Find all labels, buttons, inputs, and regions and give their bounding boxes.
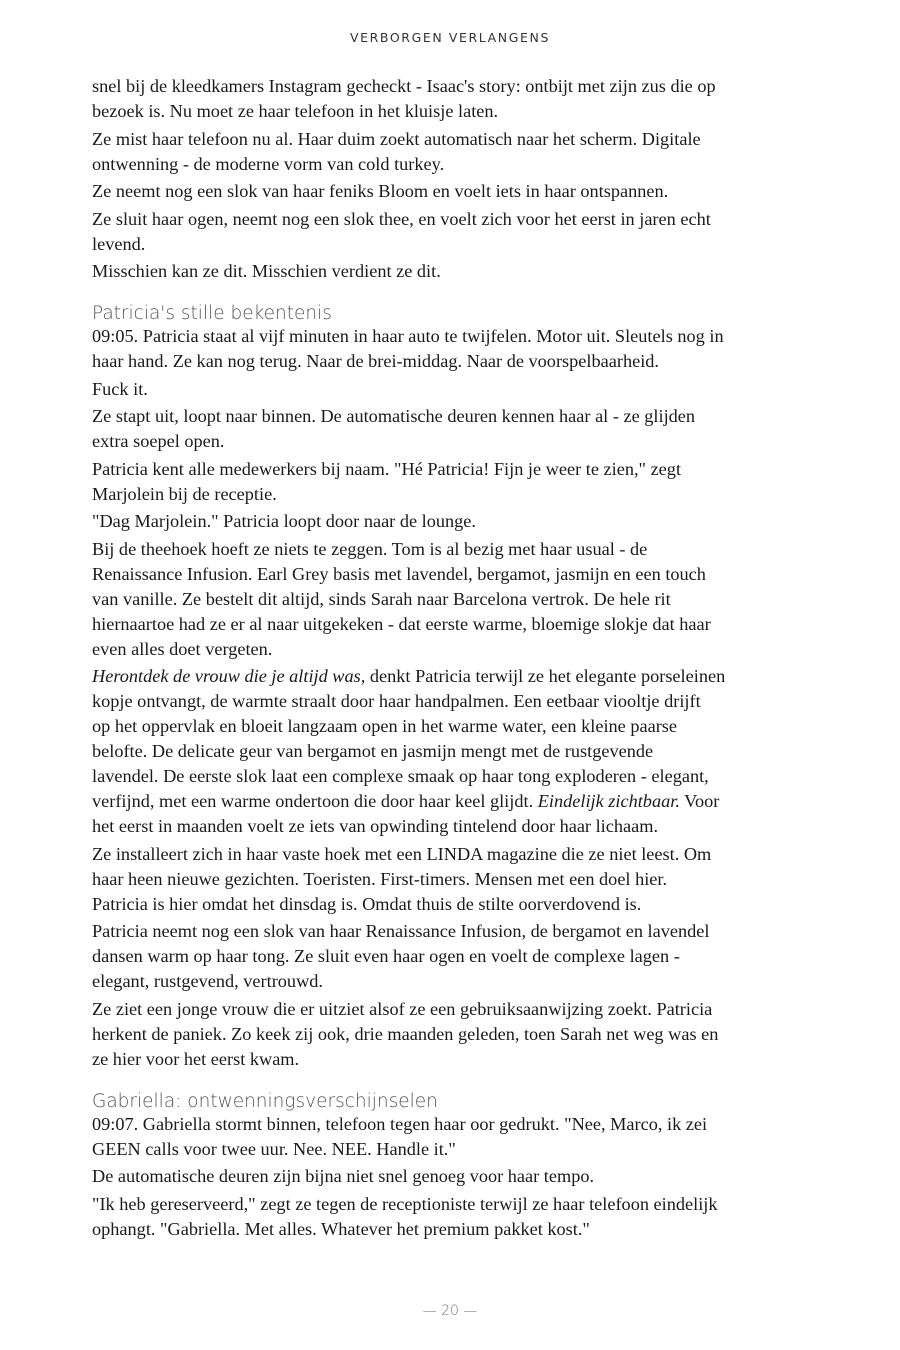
text-line: haar heen nieuwe gezichten. Toeristen. First-timers. Mensen met een doel hier.	[92, 868, 668, 889]
text-line: dansen warm op haar tong. Ze sluit even haar ogen en voelt de complexe lagen -	[92, 946, 680, 966]
text-line: levend.	[92, 233, 146, 254]
text-line: Ze sluit haar ogen, neemt nog een slok thee, en voelt zich voor het eerst in jaren echt	[92, 208, 711, 229]
text-line: het eerst in maanden voelt ze iets van opwinding tintelend door haar lichaam.	[92, 816, 659, 836]
text-line: "Dag Marjolein." Patricia loopt door naar de lounge.	[92, 511, 476, 531]
paragraph	[92, 324, 822, 374]
text-line: Patricia kent alle medewerkers bij naam. "Hé Patricia! Fijn je weer te zien," zegt	[92, 458, 682, 479]
paragraph	[92, 127, 822, 177]
paragraph	[92, 404, 822, 454]
text-line: lavendel. De eerste slok laat een complexe smaak op haar tong exploderen - elegant,	[92, 766, 709, 786]
text-line: belofte. De delicate geur van bergamot en jasmijn mengt met de rustgevende	[92, 741, 654, 761]
paragraph	[92, 664, 822, 839]
text-line: "Ik heb gereserveerd," zegt ze tegen de receptioniste terwijl ze haar telefoon eindelijk	[92, 1193, 718, 1214]
text-line: 09:05. Patricia staat al vijf minuten in haar auto te twijfelen. Motor uit. Sleutels nog in	[92, 326, 724, 346]
text-line: even alles doet vergeten.	[92, 638, 273, 659]
text-line	[92, 664, 822, 689]
text-line: Ze ziet een jonge vrouw die er uitziet alsof ze een gebruiksaanwijzing zoekt. Patricia	[92, 998, 713, 1019]
text-segment: denkt Patricia terwijl ze het elegante porseleinen	[365, 666, 726, 686]
section-heading: Patricia's stille bekentenis	[92, 303, 332, 324]
text-line: Ze neemt nog een slok van haar feniks Bloom en voelt iets in haar ontspannen.	[92, 181, 669, 201]
paragraph	[92, 537, 822, 662]
text-line	[92, 789, 822, 814]
text-line: extra soepel open.	[92, 431, 225, 451]
text-line: 09:07. Gabriella stormt binnen, telefoon tegen haar oor gedrukt. "Nee, Marco, ik zei	[92, 1113, 708, 1134]
text-line: Misschien kan ze dit. Misschien verdient ze dit.	[92, 261, 441, 281]
paragraph	[92, 997, 822, 1072]
text-line: snel bij de kleedkamers Instagram gecheckt - Isaac's story: ontbijt met zijn zus die op	[92, 76, 716, 96]
text-line: Patricia is hier omdat het dinsdag is. Omdat thuis de stilte oorverdovend is.	[92, 893, 642, 914]
text-line: elegant, rustgevend, vertrouwd.	[92, 971, 323, 991]
text-line: kopje ontvangt, de warmte straalt door haar handpalmen. Een eetbaar viooltje drijft	[92, 691, 701, 711]
text-line: Marjolein bij de receptie.	[92, 483, 277, 504]
section-heading: Gabriella: ontwenningsverschijnselen	[92, 1090, 438, 1112]
paragraph	[92, 207, 822, 257]
text-line: Renaissance Infusion. Earl Grey basis met lavendel, bergamot, jasmijn en een touch	[92, 563, 706, 584]
paragraph	[92, 919, 822, 994]
text-line: haar hand. Ze kan nog terug. Naar de brei-middag. Naar de voorspelbaarheid.	[92, 351, 659, 371]
paragraph	[92, 1192, 822, 1242]
text-line: van vanille. Ze bestelt dit altijd, sinds Sarah naar Barcelona vertrok. De hele rit	[92, 588, 671, 609]
text-segment: Voor	[679, 791, 720, 811]
italic-text: Herontdek de vrouw die je altijd was,	[92, 666, 366, 686]
paragraph	[92, 509, 822, 534]
italic-text: Eindelijk zichtbaar.	[537, 791, 680, 811]
text-line: hiernaartoe had ze er al naar uitgekeken - dat eerste warme, bloemige slokje dat haar	[92, 613, 711, 634]
page-body	[92, 74, 822, 1244]
text-line: bezoek is. Nu moet ze haar telefoon in het kluisje laten.	[92, 101, 499, 121]
text-line: Bij de theehoek hoeft ze niets te zeggen. Tom is al bezig met haar usual - de	[92, 538, 648, 559]
running-head: VERBORGEN VERLANGENS	[349, 30, 551, 45]
text-line: Ze installeert zich in haar vaste hoek met een LINDA magazine die ze niet leest. Om	[92, 843, 712, 864]
text-line: herkent de paniek. Zo keek zij ook, drie maanden geleden, toen Sarah net weg was en	[92, 1023, 719, 1044]
paragraph	[92, 74, 822, 124]
text-line: De automatische deuren zijn bijna niet snel genoeg voor haar tempo.	[92, 1166, 595, 1186]
paragraph	[92, 377, 822, 402]
text-line: Ze stapt uit, loopt naar binnen. De automatische deuren kennen haar al - ze glijden	[92, 406, 696, 426]
text-segment: verfijnd, met een warme ondertoon die door haar keel glijdt.	[92, 791, 538, 811]
text-line: ze hier voor het eerst kwam.	[92, 1048, 300, 1069]
paragraph	[92, 842, 822, 917]
paragraph	[92, 457, 822, 507]
text-line: ophangt. "Gabriella. Met alles. Whatever het premium pakket kost."	[92, 1218, 590, 1239]
text-line: Fuck it.	[92, 378, 148, 399]
text-line: ontwenning - de moderne vorm van cold turkey.	[92, 153, 445, 174]
paragraph	[92, 179, 822, 204]
text-line: Ze mist haar telefoon nu al. Haar duim zoekt automatisch naar het scherm. Digitale	[92, 128, 701, 149]
paragraph	[92, 259, 822, 284]
text-line: Patricia neemt nog een slok van haar Renaissance Infusion, de bergamot en lavendel	[92, 921, 710, 941]
text-line: op het oppervlak en bloeit langzaam open in het warme water, een kleine paarse	[92, 716, 678, 736]
page-number: — 20 —	[422, 1303, 478, 1319]
text-line: GEEN calls voor twee uur. Nee. NEE. Handle it."	[92, 1138, 456, 1159]
paragraph	[92, 1112, 822, 1162]
paragraph	[92, 1164, 822, 1189]
